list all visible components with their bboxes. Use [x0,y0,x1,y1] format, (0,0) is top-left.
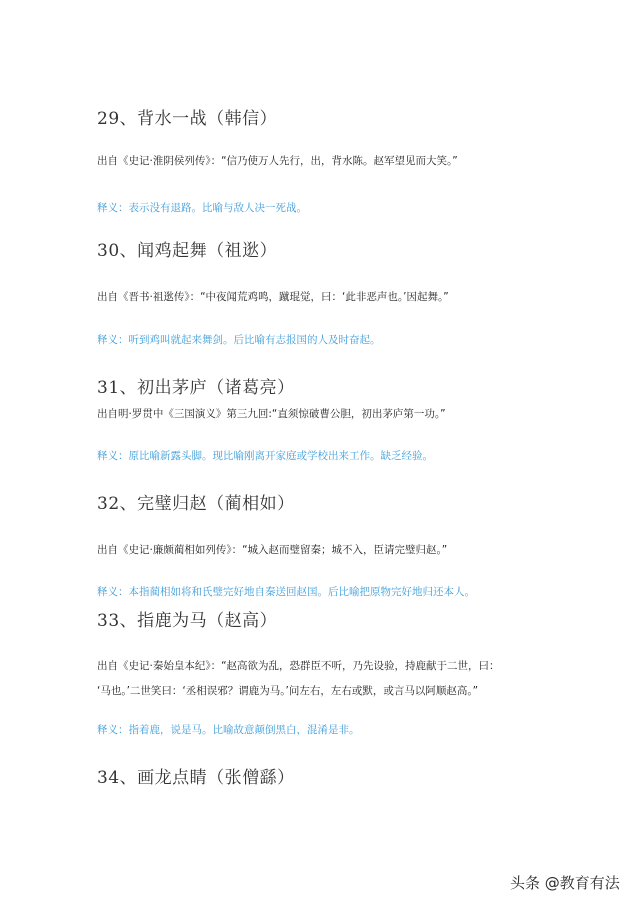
source-line: 出自《史记·廉颇蔺相如列传》：“城入赵而璧留秦；城不入，臣请完璧归赵。” [97,544,448,556]
idiom-source [97,285,547,310]
idiom-source [97,402,547,427]
source-line: 出自《史记·淮阴侯列传》：“信乃使万人先行，出，背水陈。赵军望见而大笑。” [97,155,458,167]
idiom-meaning: 释义：听到鸡叫就起来舞剑。后比喻有志报国的人及时奋起。 [97,334,381,346]
idiom-meaning: 释义：本指蔺相如将和氏璧完好地自秦送回赵国。后比喻把原物完好地归还本人。 [97,586,475,598]
idiom-source [97,654,547,704]
source-line: 出自明·罗贯中《三国演义》第三九回:“直须惊破曹公胆，初出茅庐第一功。” [97,408,446,420]
source-line: 出自《史记·秦始皇本纪》：“赵高欲为乱，恐群臣不听，乃先设验，持鹿献于二世，曰： [97,660,500,672]
idiom-title: 30、闻鸡起舞（祖逖） [97,241,278,261]
idiom-title: 29、背水一战（韩信） [97,109,278,129]
idiom-meaning: 释义：表示没有退路。比喻与敌人决一死战。 [97,202,307,214]
idiom-title: 31、初出茅庐（诸葛亮） [97,378,295,398]
watermark: 头条 @教育有法 [510,874,620,892]
idiom-title: 32、完璧归赵（蔺相如） [97,494,295,514]
idiom-title: 33、指鹿为马（赵高） [97,611,278,631]
source-line: ‘马也。’二世笑曰：‘丞相误邪？谓鹿为马。’问左右，左右或默，或言马以阿顺赵高。” [97,685,479,697]
idiom-source [97,538,547,563]
idiom-meaning: 释义：原比喻新露头脚。现比喻刚离开家庭或学校出来工作。缺乏经验。 [97,450,433,462]
idiom-source [97,149,547,174]
idiom-meaning: 释义：指着鹿，说是马。比喻故意颠倒黑白，混淆是非。 [97,724,360,736]
idiom-title: 34、画龙点睛（张僧繇） [97,768,295,788]
source-line: 出自《晋书·祖逖传》：“中夜闻荒鸡鸣，蹴琨觉，曰：‘此非恶声也。’因起舞。” [97,291,449,303]
